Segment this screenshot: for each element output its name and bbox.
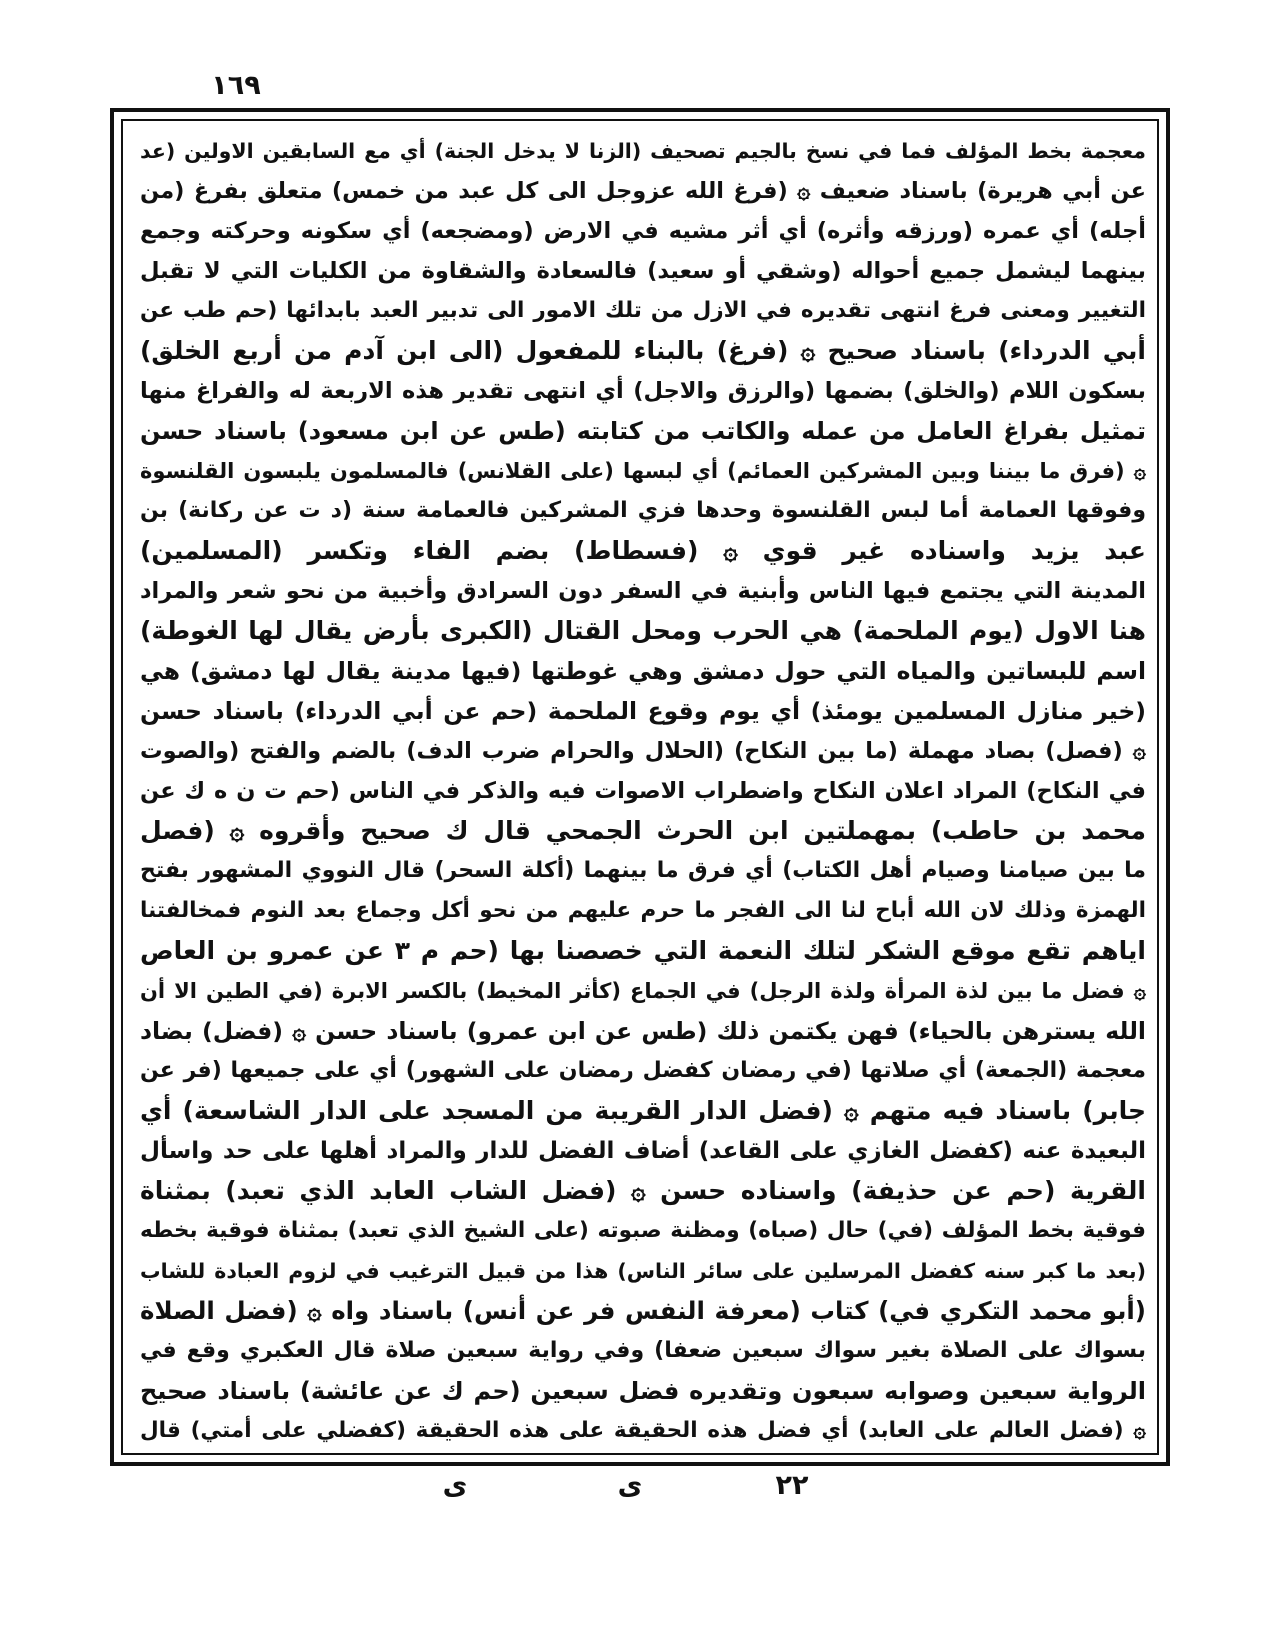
text-line: تمثيل بفراغ العامل من عمله والكاتب من كتابته (طس عن ابن مسعود) باسناد حسن	[140, 417, 1146, 445]
text-line: بسواك على الصلاة بغير سواك سبعين ضعفا) وفي رواية سبعين صلاة قال العكبري وقع في	[140, 1338, 1146, 1363]
text-line: ۞ (فضل العالم على العابد) أي فضل هذه الحقيقة على هذه الحقيقة (كفضلي على أمتي) قال	[140, 1418, 1146, 1443]
page-number: ١٦٩	[211, 70, 261, 101]
text-line: ما بين صيامنا وصيام أهل الكتاب) أي فرق ما بينهما (أكلة السحر) قال النووي المشهور بفتح	[140, 858, 1146, 883]
text-line: فوقية بخط المؤلف (في) حال (صباه) ومظنة صبوته (على الشيخ الذي تعبد) بمثناة فوقية بخطه	[140, 1218, 1146, 1243]
text-line: عبد يزيد واسناده غير قوي ۞ (فسطاط) بضم الفاء وتكسر (المسلمين)	[140, 536, 1146, 565]
footer-mark: ى	[617, 1470, 643, 1501]
text-line: في النكاح) المراد اعلان النكاح واضطراب الاصوات فيه والذكر في الناس (حم ت ن ه ك عن	[140, 778, 1146, 804]
text-line: (خير منازل المسلمين يومئذ) أي يوم وقوع الملحمة (حم عن أبي الدرداء) باسناد حسن	[140, 697, 1146, 725]
text-line: (أبو محمد التكري في) كتاب (معرفة النفس فر عن أنس) باسناد واه ۞ (فضل الصلاة	[140, 1296, 1146, 1325]
text-line: (بعد ما كبر سنه كفضل المرسلين على سائر الناس) هذا من قبيل الترغيب في لزوم العبادة للشاب	[140, 1259, 1146, 1283]
text-line: التغيير ومعنى فرغ انتهى تقديره في الازل من تلك الامور الى تدبير العبد بابدائها (حم طب عن	[140, 298, 1146, 323]
text-line: معجمة بخط المؤلف فما في نسخ بالجيم تصحيف (الزنا لا يدخل الجنة) أي مع السابقين الاولين (عد	[140, 139, 1146, 163]
text-line: القرية (حم عن حذيفة) واسناده حسن ۞ (فضل الشاب العابد الذي تعبد) بمثناة	[140, 1176, 1146, 1205]
text-line: ۞ (فرق ما بيننا وبين المشركين العمائم) أي لبسها (على القلانس) فالمسلمون يلبسون القلنسوة	[140, 459, 1146, 483]
text-line: معجمة (الجمعة) أي صلاتها (في رمضان كفضل رمضان على الشهور) أي على جميعها (فر عن	[140, 1058, 1146, 1083]
text-line: عن أبي هريرة) باسناد ضعيف ۞ (فرغ الله عزوجل الى كل عبد من خمس) متعلق بفرغ (من	[140, 178, 1146, 204]
text-line: الله يسترهن بالحياء) فهن يكتمن ذلك (طس عن ابن عمرو) باسناد حسن ۞ (فضل) بضاد	[140, 1017, 1146, 1045]
text-line: الرواية سبعين وصوابه سبعون وتقديره فضل سبعين (حم ك عن عائشة) باسناد صحيح	[140, 1377, 1146, 1405]
text-line: بينهما ليشمل جميع أحواله (وشقي أو سعيد) فالسعادة والشقاوة من الكليات التي لا تقبل	[140, 258, 1146, 284]
text-line: جابر) باسناد فيه متهم ۞ (فضل الدار القريبة من المسجد على الدار الشاسعة) أي	[140, 1096, 1146, 1125]
text-line: المدينة التي يجتمع فيها الناس وأبنية في السفر دون السرادق وأخبية من نحو شعر والمراد	[140, 578, 1146, 604]
text-line: أجله) أي عمره (ورزقه وأثره) أي أثر مشيه في الارض (ومضجعه) أي سكونه وحركته وجمع	[140, 218, 1146, 244]
footer-mark: ى	[442, 1470, 468, 1501]
text-line: الهمزة وذلك لان الله أباح لنا الى الفجر ما حرم عليهم من نحو أكل وجماع بعد النوم فمخالفتنا	[140, 898, 1146, 923]
text-line: اياهم تقع موقع الشكر لتلك النعمة التي خصصنا بها (حم م ٣ عن عمرو بن العاص	[140, 936, 1146, 965]
text-line: بسكون اللام (والخلق) بضمها (والرزق والاجل) أي انتهى تقدير هذه الاربعة له والفراغ منها	[140, 378, 1146, 404]
text-line: وفوقها العمامة أما لبس القلنسوة وحدها فزي المشركين فالعمامة سنة (د ت عن ركانة) بن	[140, 498, 1146, 523]
text-line: اسم للبساتين والمياه التي حول دمشق وهي غوطتها (فيها مدينة يقال لها دمشق) هي	[140, 657, 1146, 685]
signature-mark: ٢٢	[775, 1470, 809, 1501]
text-line: ۞ فضل ما بين لذة المرأة ولذة الرجل) في الجماع (كأثر المخيط) بالكسر الابرة (في الطين الا أن	[140, 979, 1146, 1003]
text-line: أبي الدرداء) باسناد صحيح ۞ (فرغ) بالبناء للمفعول (الى ابن آدم من أربع الخلق)	[140, 336, 1146, 365]
text-line: محمد بن حاطب) بمهملتين ابن الحرث الجمحي قال ك صحيح وأقروه ۞ (فصل	[140, 816, 1146, 845]
text-line: البعيدة عنه (كفضل الغازي على القاعد) أضاف الفضل للدار والمراد أهلها على حد واسأل	[140, 1138, 1146, 1164]
text-line: هنا الاول (يوم الملحمة) هي الحرب ومحل القتال (الكبرى بأرض يقال لها الغوطة)	[140, 616, 1146, 645]
body-text	[140, 131, 1146, 1451]
text-line: ۞ (فصل) بصاد مهملة (ما بين النكاح) (الحلال والحرام ضرب الدف) بالضم والفتح (والصوت	[140, 738, 1146, 764]
